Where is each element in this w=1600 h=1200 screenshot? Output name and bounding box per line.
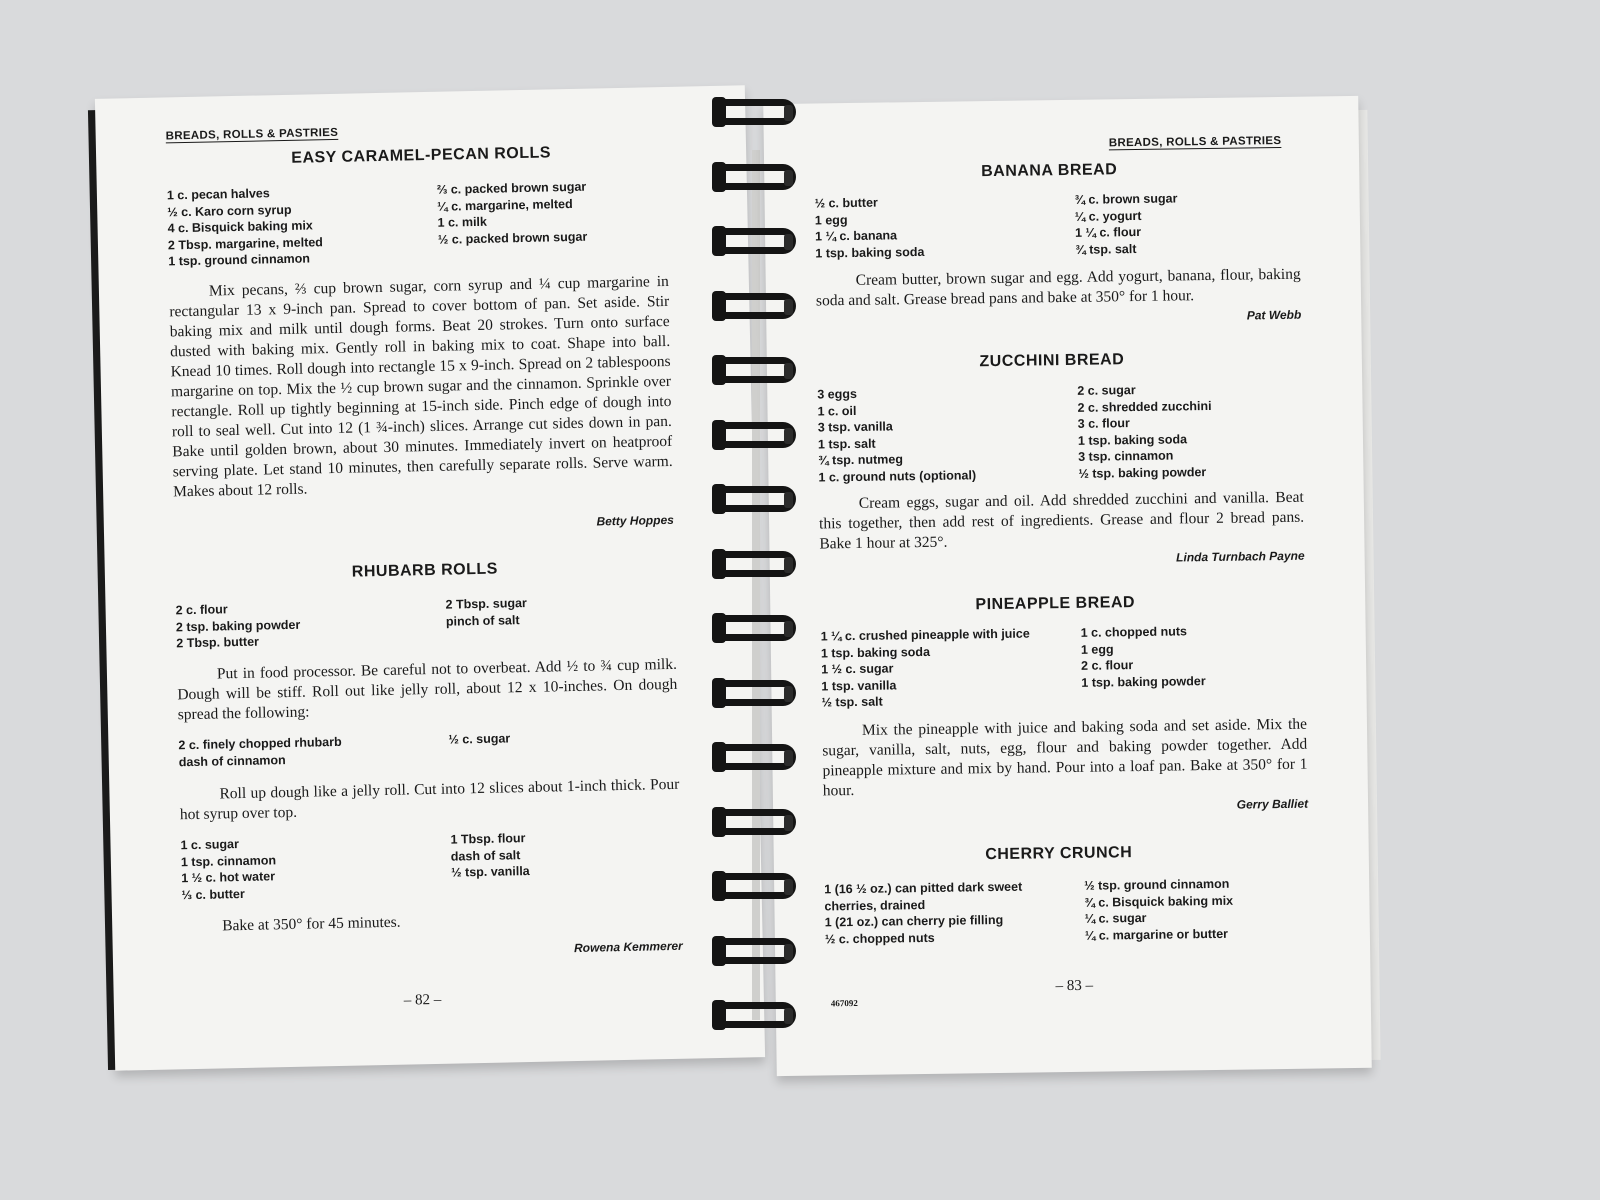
- ingredient-line: ½ c. Karo corn syrup: [167, 202, 292, 219]
- ingredient-line: ⅔ c. packed brown sugar: [436, 179, 587, 197]
- ingredients-column: [1074, 190, 1178, 257]
- page-number: – 83 –: [1055, 977, 1094, 995]
- ingredient-line: pinch of salt: [445, 612, 520, 629]
- ingredient-line: 1 tsp. baking powder: [1081, 673, 1206, 690]
- ingredient-line: ½ c. butter: [814, 195, 878, 211]
- ingredient-line: ¼ c. sugar: [1084, 910, 1147, 926]
- ingredient-line: ¾ tsp. salt: [1075, 241, 1137, 257]
- spiral-coil: [712, 611, 804, 645]
- ingredient-line: ¼ c. margarine, melted: [437, 196, 573, 214]
- ingredient-line: ½ c. chopped nuts: [824, 930, 935, 946]
- ingredients-column: [1084, 876, 1234, 944]
- ingredient-line: ¾ c. Bisquick baking mix: [1084, 893, 1234, 910]
- ingredient-line: 1 tsp. vanilla: [821, 677, 897, 693]
- ingredient-line: 1 tsp. baking soda: [820, 644, 931, 660]
- recipe-author: Gerry Balliet: [1236, 796, 1309, 812]
- spiral-coil: [712, 482, 804, 516]
- recipe-directions: Put in food processor. Be careful not to overbeat. Add ½ to ¾ cup milk. Dough will be stiff. Roll out like jelly roll, about 12 x 10-inches. On dough spread the following:: [177, 655, 678, 724]
- spiral-coil: [712, 676, 804, 710]
- recipe-directions: Bake at 350° for 45 minutes.: [222, 913, 401, 935]
- page-number: – 82 –: [403, 991, 442, 1009]
- ingredient-line: 2 c. flour: [1081, 658, 1134, 673]
- ingredients-column: [1081, 623, 1206, 691]
- running-head: BREADS, ROLLS & PASTRIES: [165, 126, 339, 143]
- ingredients-column: [180, 835, 277, 903]
- ingredient-line: 1 ¼ c. flour: [1074, 224, 1142, 240]
- ingredient-line: 1 tsp. baking soda: [1077, 431, 1188, 448]
- ingredient-line: 1 c. pecan halves: [166, 186, 270, 203]
- ingredient-line: 2 Tbsp. butter: [176, 634, 260, 651]
- ingredient-line: 1 egg: [1080, 641, 1114, 657]
- ingredient-line: 2 c. shredded zucchini: [1077, 398, 1212, 415]
- right-page: [763, 96, 1372, 1076]
- ingredient-line: 1 c. sugar: [180, 837, 240, 853]
- print-code: 467092: [830, 997, 858, 1009]
- ingredient-line: dash of salt: [450, 847, 521, 864]
- ingredient-line: 1 ½ c. hot water: [181, 869, 276, 886]
- ingredients-column: [445, 595, 527, 630]
- ingredients-column: [450, 830, 530, 881]
- ingredient-line: 2 c. finely chopped rhubarb: [178, 734, 342, 753]
- ingredient-line: 1 ¼ c. banana: [814, 228, 898, 244]
- ingredient-line: 1 c. ground nuts (optional): [818, 467, 977, 484]
- spiral-coil: [712, 224, 804, 258]
- ingredient-line: 1 egg: [814, 212, 848, 227]
- ingredient-line: 1 ½ c. sugar: [821, 661, 894, 677]
- spiral-coil: [712, 160, 804, 194]
- spiral-binding: [712, 95, 812, 1055]
- recipe-directions: Roll up dough like a jelly roll. Cut into 12 slices about 1-inch thick. Pour hot syrup over top.: [179, 775, 680, 824]
- ingredient-line: 1 tsp. cinnamon: [180, 852, 277, 869]
- ingredient-line: 1 Tbsp. flour: [450, 831, 526, 847]
- ingredient-line: ½ c. packed brown sugar: [437, 229, 588, 247]
- ingredient-line: 1 c. chopped nuts: [1080, 624, 1188, 640]
- running-head: BREADS, ROLLS & PASTRIES: [1108, 134, 1282, 150]
- ingredient-line: 1 tsp. ground cinnamon: [168, 251, 311, 269]
- ingredient-line: 2 Tbsp. sugar: [445, 595, 527, 612]
- recipe-title: EASY CARAMEL-PECAN ROLLS: [291, 144, 552, 167]
- recipe-author: Betty Hoppes: [596, 512, 674, 529]
- ingredient-line: 1 tsp. baking soda: [815, 244, 925, 260]
- ingredient-line: 3 tsp. cinnamon: [1078, 448, 1174, 464]
- left-page: [95, 85, 765, 1070]
- ingredients-column: [1077, 381, 1212, 482]
- recipe-directions: Cream butter, brown sugar and egg. Add yogurt, banana, flour, baking soda and salt. Grease bread pans and bake at 350° for 1 hour.: [815, 265, 1301, 310]
- ingredient-line: 1 c. oil: [817, 403, 857, 418]
- recipe-title: ZUCCHINI BREAD: [979, 351, 1125, 371]
- ingredients-column: [815, 194, 925, 262]
- recipe-directions: Mix pecans, ⅔ cup brown sugar, corn syrup and ¼ cup margarine in rectangular 13 x 9-inch pan. Spread to cover bottom of pan. Set aside. Stir baking mix and milk until dough forms. Beat 20 strokes. Turn onto surface dusted with baking mix. Gently roll in baking mix to coat. Shape into ball. Knead 10 times. Roll dough into rectangle 15 x 9-inch. Spread on 2 tablespoons margarine on top. Mix the ½ cup brown sugar and the cinnamon. Sprinkle over rectangle. Roll up tightly beginning at 15-inch side. Pinch edge of dough into roll to seal well. Cut into 12 (1 ¾-inch) slices. Arrange cut sides down in pan. Bake until golden brown, about 30 minutes. Immediately invert on heatproof serving plate. Let stand 10 minutes, then carefully separate rolls. Serve warm. Makes about 12 rolls.: [169, 272, 673, 501]
- recipe-title: BANANA BREAD: [981, 161, 1118, 181]
- ingredient-line: ½ tsp. ground cinnamon: [1084, 876, 1230, 893]
- ingredients-column: [824, 879, 1023, 948]
- ingredient-line: 1 tsp. salt: [817, 436, 876, 451]
- ingredient-line: 3 eggs: [817, 386, 858, 402]
- ingredient-line: 1 (16 ½ oz.) can pitted dark sweet: [824, 879, 1023, 897]
- ingredients-column: [821, 626, 1031, 711]
- ingredient-line: 2 c. sugar: [1077, 383, 1136, 398]
- ingredient-line: 2 c. flour: [175, 602, 228, 618]
- spiral-coil: [712, 805, 804, 839]
- recipe-author: Pat Webb: [1246, 307, 1302, 323]
- spiral-coil: [712, 934, 804, 968]
- spiral-coil: [712, 740, 804, 774]
- recipe-title: PINEAPPLE BREAD: [975, 594, 1136, 614]
- ingredient-line: dash of cinnamon: [178, 752, 286, 769]
- ingredient-line: ¾ c. brown sugar: [1074, 191, 1178, 207]
- ingredient-line: 2 tsp. baking powder: [175, 617, 301, 634]
- spiral-coil: [712, 289, 804, 323]
- ingredient-line: ½ tsp. baking powder: [1078, 464, 1207, 481]
- ingredient-line: ½ tsp. salt: [821, 694, 883, 710]
- spiral-coil: [712, 418, 804, 452]
- recipe-title: CHERRY CRUNCH: [985, 844, 1133, 864]
- ingredient-line: 4 c. Bisquick baking mix: [167, 218, 313, 236]
- ingredient-line: ¼ c. yogurt: [1074, 208, 1142, 224]
- ingredient-line: 1 (21 oz.) can cherry pie filling: [824, 912, 1004, 930]
- ingredients-column: [178, 734, 342, 770]
- spiral-coil: [712, 998, 804, 1032]
- ingredients-column: [437, 179, 588, 248]
- ingredient-line: 2 Tbsp. margarine, melted: [167, 234, 324, 252]
- ingredients-column: [167, 184, 324, 270]
- recipe-author: Linda Turnbach Payne: [1176, 548, 1305, 565]
- recipe-directions: Mix the pineapple with juice and baking soda and set aside. Mix the sugar, vanilla, salt, nuts, egg, flour and baking powder together. Add pineapple mixture and mix by hand. Pour into a loaf pan. Bake at 350° for 1 hour.: [822, 715, 1308, 800]
- ingredients-column: [448, 730, 510, 748]
- ingredient-line: ½ c. sugar: [448, 731, 511, 747]
- spiral-coil: [712, 869, 804, 903]
- ingredient-line: ⅓ c. butter: [181, 886, 245, 902]
- spiral-coil: [712, 547, 804, 581]
- ingredient-line: ¼ c. margarine or butter: [1084, 926, 1229, 943]
- ingredient-line: ¾ tsp. nutmeg: [818, 452, 904, 468]
- ingredients-column: [175, 600, 300, 652]
- recipe-directions: Cream eggs, sugar and oil. Add shredded zucchini and vanilla. Beat this together, then add rest of ingredients. Grease and flour 2 bread pans. Bake 1 hour at 325°.: [818, 488, 1305, 553]
- ingredient-line: 3 c. flour: [1077, 416, 1130, 431]
- spiral-coil: [712, 95, 804, 129]
- ingredient-line: 3 tsp. vanilla: [817, 419, 893, 435]
- recipe-title: RHUBARB ROLLS: [351, 560, 499, 581]
- ingredient-line: 1 c. milk: [437, 214, 488, 230]
- spiral-coil: [712, 353, 804, 387]
- recipe-author: Rowena Kemmerer: [573, 938, 683, 956]
- ingredients-column: [817, 384, 976, 485]
- ingredient-line: ½ tsp. vanilla: [451, 863, 530, 880]
- ingredient-line: 1 ¼ c. crushed pineapple with juice: [820, 626, 1030, 644]
- ingredient-line: cherries, drained: [824, 897, 926, 913]
